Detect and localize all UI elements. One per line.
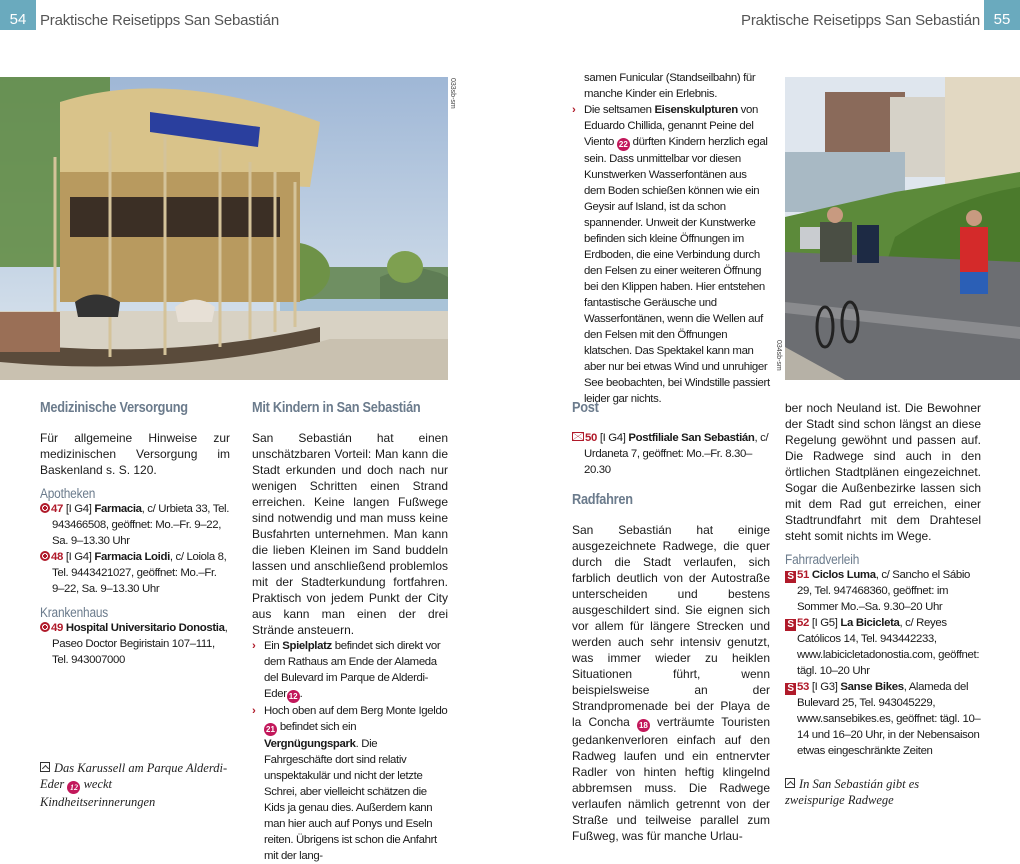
map-pin-badge: 21 [264,723,277,736]
children-intro: San Sebastián hat einen unschätzbaren Vorteil: Man kann die Stadt erkunden und doch nach nur wenigen Schritten einen Strand erreichen. Keine langen Fußwege sind notwendig und man muss keine Busfahrten unternehmen. Man kann die lieben Kleinen im Sand buddeln lassen und anschließend problemlos mit der Stadterkundung fortfahren. Praktisch von jedem Punkt der City aus kann man einen der drei Strände ansteuern. [252,431,448,637]
carousel-photo [0,77,448,380]
map-pin-badge: 22 [617,138,630,151]
section-heading-children: Mit Kindern in San Sebastián [252,400,421,416]
cycling-text-cont: ber noch Neuland ist. Die Bewohner der Stadt sind schon längst an diese Regelung gewöhnt und passen auf. Die Radwege sind auch in den örtlichen Stadtplänen eingezeichnet. Sogar die Außenbezirke lassen sich mit dem Rad gut erreichen, einer Stadtrundfahrt mit dem Drahtesel steht somit nichts im Wege. [785,401,981,543]
subheading-bike-rental: Fahrradverleih [785,552,860,567]
medical-cross-icon [40,503,50,513]
bike-rental-entry: S 53 [I G3] Sanse Bikes, Alameda del Bulevard 25, Tel. 943045229, www.sansebikes.es, geöffnet: tägl. 10–14 und 16–20 Uhr, in der Nebensaison etwas eingeschränkte Zeiten [785,679,981,759]
page-number-tab [0,0,36,30]
bullet-chevron-icon: › [252,640,256,652]
page-number-tab [984,0,1020,30]
map-pin-badge: 12 [67,781,80,794]
map-pin-badge: 12 [287,690,300,703]
caption-arrow-icon [40,762,50,772]
shop-icon: S [785,571,796,583]
children-column [252,400,448,864]
bullet-item: › Hoch oben auf dem Berg Monte Igeldo 21 befindet sich ein Vergnügungspark. Die Fahrgeschäfte dort sind relativ unspektakulär und nicht der letzte Schrei, aber vielleicht schätzen die Kids ja genau dies. Außerdem kann man hier auch auf Ponys und Eseln reiten. Übrigens ist schon die Anfahrt mit der lang- [252,705,448,862]
medical-cross-icon [40,622,50,632]
photo-caption: Das Karussell am Parque Alderdi-Eder 12 weckt Kindheitserinnerungen [40,761,228,809]
running-head: Praktische Reisetipps San Sebastián [40,12,279,29]
bullet-chevron-icon: › [572,104,576,116]
cycling-image [785,77,1020,380]
section-heading-post: Post [572,400,599,416]
medical-cross-icon [40,551,50,561]
subheading-hospital: Krankenhaus [40,605,109,620]
photo-credit: 033sb-sm [449,78,456,109]
subheading-pharmacies: Apotheken [40,486,96,501]
bullet-item: › Ein Spielplatz befindet sich direkt vor dem Rathaus am Ende der Alameda del Bulevard im Parque de Alderdi-Eder 12 . [252,640,441,701]
pharmacy-entry: 48 [I G4] Farmacia Loidi, c/ Loiola 8, Tel. 9443421027, geöffnet: Mo.–Fr. 9–22, Sa. 9–13.30 Uhr [40,549,230,597]
cycling-text: San Sebastián hat einige ausgezeichnete Radwege, die quer durch die Stadt verlaufen, sich farblich deutlich von der Autostraße unterscheiden und bestens ausgeschildert sind. Sie eignen sich vor allem für längere Strecken und werden auch sehr intensiv genutzt, was immer wieder zu heiklen Situationen führt, wenn beispielsweise an der Strandpromenade bei der Playa de la Concha 18 verträumte Touristen gedankenverloren einfach auf den Radweg laufen und ein entnervter Radler von hinten heftig klingelnd abbremsen muss. Die Radwege verlaufen nämlich getrennt von der Straße und teilweise parallel zum Fußweg, was für manche Urlau- [572,523,770,843]
pharmacy-entry: 47 [I G4] Farmacia, c/ Urbieta 33, Tel. 943466508, geöffnet: Mo.–Fr. 9–22, Sa. 9–13.30 Uhr [40,501,230,549]
running-head: Praktische Reisetipps San Sebastián [741,12,980,29]
carousel-image [0,77,448,380]
photo-credit: 034sb-sm [775,340,782,371]
section-heading-medical: Medizinische Versorgung [40,400,188,416]
section-heading-cycling: Radfahren [572,492,633,508]
caption-arrow-icon [785,778,795,788]
medical-intro: Für allgemeine Hinweise zur medizinischen Versorgung im Baskenland s. S. 120. [40,431,230,477]
continuation-text: samen Funicular (Standseilbahn) für manche Kinder ein Erlebnis. [584,72,756,100]
photo-caption: In San Sebastián gibt es zweispurige Radwege [785,777,920,807]
bullet-item: › Die seltsamen Eisenskulpturen von Eduardo Chillida, genannt Peine del Viento 22 dürften Kindern herzlich egal sein. Dass unmittelbar vor diesen Kunstwerken Wasserfontänen aus dem Boden schießen können wie ein Geysir auf Island, ist da schon spannender. Unweit der Kunstwerke befinden sich kleine Öffnungen im Erdboden, die eine Verbindung durch den Felsen zu einer weiteren Öffnung bei den Klippen haben. Hier entstehen fantastische Geräusche und Wasserfontänen, wenn die Wellen auf den Felsen mit den Öffnungen klatschen. Das Spektakel kann man aber nur bei etwas Wind und unruhiger See beobachten, bei Windstille passiert leider gar nichts. [572,104,770,405]
page-number: 55 [993,11,1011,28]
map-pin-badge: 18 [637,719,650,732]
bike-rental-entry: S 51 Ciclos Luma, c/ Sancho el Sábio 29, Tel. 947468360, geöffnet: im Sommer Mo.–Sa. 9.30–20 Uhr [785,567,981,615]
bullet-chevron-icon: › [252,705,256,717]
shop-icon: S [785,683,796,695]
cycling-column-2 [785,400,981,759]
post-entry: 50 [I G4] Postfiliale San Sebastián, c/ Urdaneta 7, geöffnet: Mo.–Fr. 8.30–20.30 [572,430,770,478]
medical-column [40,400,230,668]
mail-icon [572,432,584,441]
page-number: 54 [9,11,27,28]
post-column [572,400,770,844]
children-continued-column [572,70,770,407]
shop-icon: S [785,619,796,631]
hospital-entry: 49 Hospital Universitario Donostia, Paseo Doctor Begiristain 107–111, Tel. 943007000 [40,620,230,668]
bike-rental-entry: S 52 [I G5] La Bicicleta, c/ Reyes Católicos 14, Tel. 943442233, www.labicicletadonostia.com, geöffnet: tägl. 10–20 Uhr [785,615,981,679]
cycling-photo [785,77,1020,380]
